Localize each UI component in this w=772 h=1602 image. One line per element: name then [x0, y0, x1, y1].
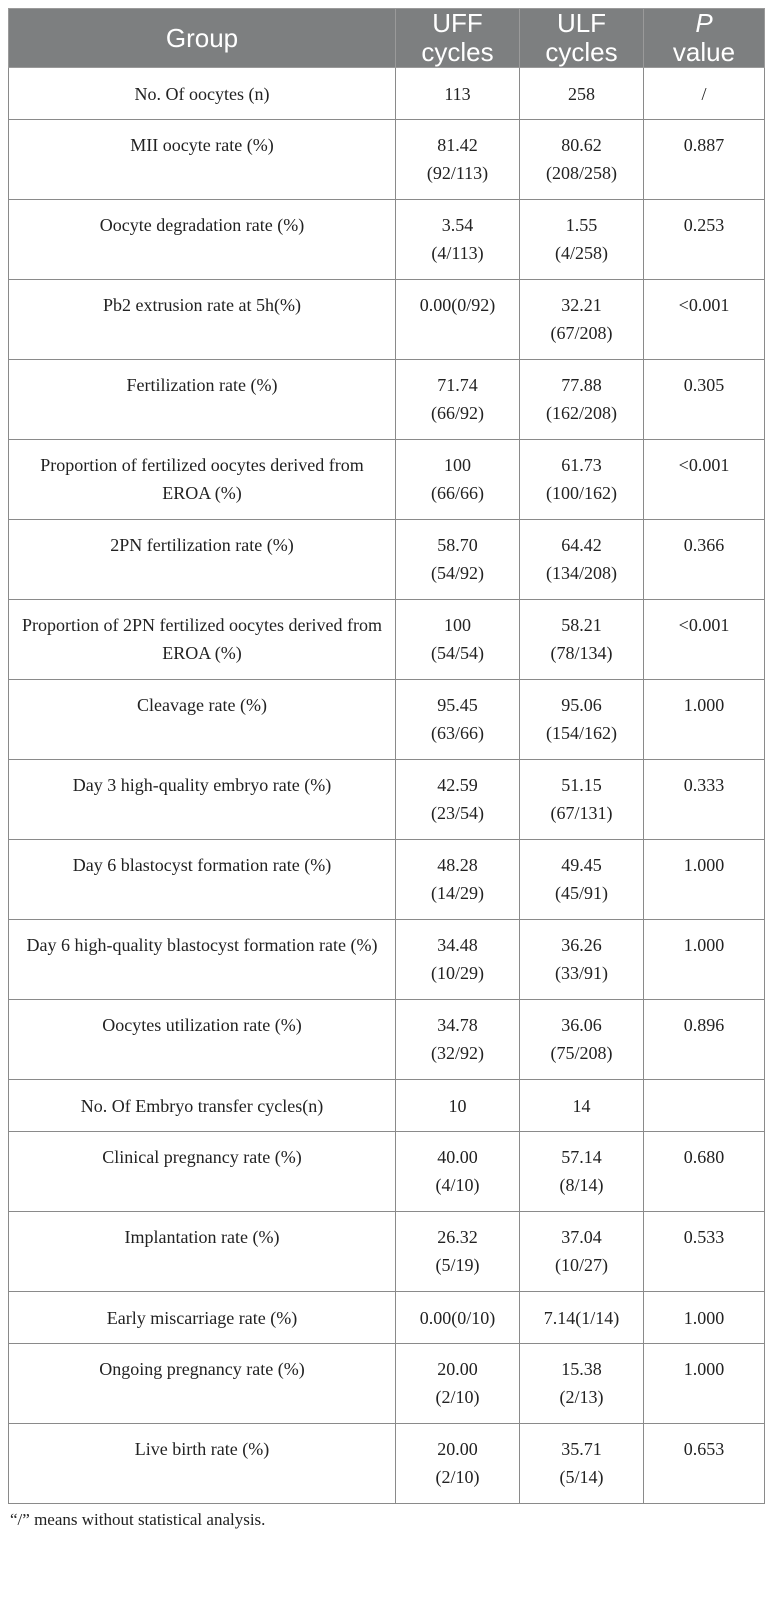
cell-ulf-line: (45/91) [555, 883, 608, 903]
table-footnote: “/” means without statistical analysis. [10, 1510, 266, 1529]
row-label: Clinical pregnancy rate (%) [9, 1132, 396, 1212]
cell-ulf-line: (33/91) [555, 963, 608, 983]
cell-ulf [520, 1080, 644, 1132]
cell-uff-line: (4/10) [435, 1175, 480, 1195]
cell-ulf-line: 36.26 [561, 935, 602, 955]
cell-ulf-line: 7.14(1/14) [543, 1307, 620, 1328]
cell-uff [396, 1292, 520, 1344]
cell-uff-line: (4/113) [431, 243, 484, 263]
cell-ulf-line: (67/131) [550, 803, 613, 823]
cell-uff-line: 58.70 [437, 535, 478, 555]
cell-uff-line: (10/29) [431, 963, 484, 983]
row-label: Day 6 blastocyst formation rate (%) [9, 840, 396, 920]
cell-uff-line: 10 [448, 1095, 467, 1116]
cell-ulf [520, 120, 644, 200]
cell-uff-line: (5/19) [435, 1255, 480, 1275]
table-row [9, 600, 765, 680]
cell-uff-line: (2/10) [435, 1387, 480, 1407]
table-row [9, 920, 765, 1000]
cell-uff-line: 0.00(0/92) [419, 295, 496, 315]
cell-uff [396, 520, 520, 600]
header-p-value: P value [644, 9, 765, 68]
cell-ulf-line: 80.62 [561, 135, 602, 155]
cell-uff-line: (66/66) [431, 483, 484, 503]
cell-ulf-line: 37.04 [561, 1227, 602, 1247]
cell-ulf-line: (75/208) [550, 1043, 613, 1063]
cell-uff [396, 1132, 520, 1212]
cell-ulf-line: 258 [568, 83, 595, 104]
cell-ulf [520, 1424, 644, 1504]
row-label: Early miscarriage rate (%) [9, 1292, 396, 1344]
cell-ulf-line: (5/14) [559, 1467, 604, 1487]
row-label: Oocytes utilization rate (%) [9, 1000, 396, 1080]
cell-ulf [520, 1000, 644, 1080]
cell-ulf-line: 77.88 [561, 375, 602, 395]
header-uff-cycles: UFF cycles [396, 9, 520, 68]
cell-uff-line: 42.59 [437, 775, 478, 795]
cell-ulf-line: (100/162) [546, 483, 617, 503]
cell-ulf-line: (8/14) [559, 1175, 604, 1195]
table-row [9, 200, 765, 280]
cell-uff-line: 40.00 [437, 1147, 478, 1167]
row-label: Oocyte degradation rate (%) [9, 200, 396, 280]
cell-p-value: 1.000 [644, 680, 765, 760]
cell-uff-line: 20.00 [437, 1439, 478, 1459]
cell-p-value: 0.887 [644, 120, 765, 200]
row-label: Fertilization rate (%) [9, 360, 396, 440]
cell-p-value: / [644, 68, 765, 120]
table-row [9, 68, 765, 120]
table-body [9, 68, 765, 1504]
row-label: Proportion of fertilized oocytes derived from EROA (%) [9, 440, 396, 520]
header-ulf-cycles: ULF cycles [520, 9, 644, 68]
cell-ulf-line: (10/27) [555, 1255, 608, 1275]
cell-ulf-line: 1.55 [565, 215, 598, 235]
cell-ulf-line: (208/258) [546, 163, 617, 183]
cell-uff-line: (54/54) [431, 643, 484, 663]
cell-uff [396, 920, 520, 1000]
header-group: Group [9, 9, 396, 68]
row-label: MII oocyte rate (%) [9, 120, 396, 200]
cell-p-value: 1.000 [644, 1344, 765, 1424]
cell-uff-line: (14/29) [431, 883, 484, 903]
cell-uff-line: (92/113) [426, 163, 489, 183]
cell-uff [396, 760, 520, 840]
table-row [9, 360, 765, 440]
cell-ulf-line: 58.21 [561, 615, 602, 635]
cell-ulf [520, 920, 644, 1000]
table-row [9, 1424, 765, 1504]
cell-uff-line: 113 [444, 83, 471, 104]
table-row [9, 1344, 765, 1424]
cell-p-value: 0.533 [644, 1212, 765, 1292]
cell-ulf-line: (67/208) [550, 323, 613, 343]
cell-p-value: 0.680 [644, 1132, 765, 1212]
table-header [9, 9, 765, 68]
cell-ulf [520, 600, 644, 680]
cell-ulf [520, 1344, 644, 1424]
row-label: No. Of Embryo transfer cycles(n) [9, 1080, 396, 1132]
cell-uff [396, 1424, 520, 1504]
cell-uff [396, 1212, 520, 1292]
cell-uff-line: 34.78 [437, 1015, 478, 1035]
cell-ulf [520, 680, 644, 760]
cell-ulf [520, 1132, 644, 1212]
row-label: Implantation rate (%) [9, 1212, 396, 1292]
cell-uff-line: 48.28 [437, 855, 478, 875]
cell-uff [396, 1000, 520, 1080]
row-label: Proportion of 2PN fertilized oocytes derived from EROA (%) [9, 600, 396, 680]
cell-p-value: 1.000 [644, 1292, 765, 1344]
cell-ulf-line: (2/13) [559, 1387, 604, 1407]
cell-uff [396, 1080, 520, 1132]
cell-uff-line: (2/10) [435, 1467, 480, 1487]
cell-uff-line: 20.00 [437, 1359, 478, 1379]
table-row [9, 120, 765, 200]
cell-ulf-line: 15.38 [561, 1359, 602, 1379]
row-label: Day 3 high-quality embryo rate (%) [9, 760, 396, 840]
cell-uff-line: 0.00(0/10) [419, 1307, 496, 1328]
table-row [9, 280, 765, 360]
cell-ulf [520, 440, 644, 520]
cell-uff-line: 3.54 [441, 215, 474, 235]
table-row [9, 1080, 765, 1132]
results-table [8, 8, 765, 1504]
cell-ulf-line: 49.45 [561, 855, 602, 875]
table-row [9, 440, 765, 520]
cell-uff [396, 600, 520, 680]
table-row [9, 1212, 765, 1292]
row-label: Day 6 high-quality blastocyst formation rate (%) [9, 920, 396, 1000]
table-row [9, 1000, 765, 1080]
cell-uff-line: (32/92) [431, 1043, 484, 1063]
cell-uff-line: 100 [444, 455, 471, 475]
cell-ulf [520, 1292, 644, 1344]
cell-uff [396, 280, 520, 360]
cell-p-value: 0.653 [644, 1424, 765, 1504]
cell-ulf-line: (134/208) [546, 563, 617, 583]
cell-ulf [520, 760, 644, 840]
cell-ulf-line: (162/208) [546, 403, 617, 423]
cell-uff [396, 840, 520, 920]
cell-uff-line: 71.74 [437, 375, 478, 395]
cell-uff [396, 360, 520, 440]
cell-ulf [520, 68, 644, 120]
cell-p-value: 0.253 [644, 200, 765, 280]
cell-p-value: <0.001 [644, 280, 765, 360]
cell-p-value: 0.366 [644, 520, 765, 600]
cell-uff-line: (66/92) [431, 403, 484, 423]
cell-p-value: <0.001 [644, 600, 765, 680]
cell-ulf-line: (4/258) [555, 243, 608, 263]
cell-uff [396, 440, 520, 520]
cell-p-value: 1.000 [644, 920, 765, 1000]
cell-ulf [520, 840, 644, 920]
cell-ulf [520, 280, 644, 360]
cell-uff [396, 200, 520, 280]
cell-p-value: 0.333 [644, 760, 765, 840]
cell-uff-line: 26.32 [437, 1227, 478, 1247]
cell-p-value: 0.896 [644, 1000, 765, 1080]
cell-uff [396, 680, 520, 760]
cell-uff [396, 120, 520, 200]
cell-ulf [520, 1212, 644, 1292]
cell-p-value [644, 1080, 765, 1132]
row-label: 2PN fertilization rate (%) [9, 520, 396, 600]
table-row [9, 840, 765, 920]
cell-ulf [520, 520, 644, 600]
table-row [9, 760, 765, 840]
row-label: Pb2 extrusion rate at 5h(%) [9, 280, 396, 360]
cell-ulf [520, 360, 644, 440]
cell-ulf-line: 51.15 [561, 775, 602, 795]
cell-p-value: 0.305 [644, 360, 765, 440]
cell-ulf-line: 32.21 [561, 295, 602, 315]
cell-ulf-line: 36.06 [561, 1015, 602, 1035]
table-row [9, 680, 765, 760]
table-row [9, 1292, 765, 1344]
cell-ulf-line: 57.14 [561, 1147, 602, 1167]
cell-ulf-line: 35.71 [561, 1439, 602, 1459]
cell-ulf-line: 61.73 [561, 455, 602, 475]
cell-ulf-line: 14 [572, 1095, 591, 1116]
cell-ulf [520, 200, 644, 280]
cell-uff-line: 34.48 [437, 935, 478, 955]
results-table-container [8, 8, 764, 1530]
cell-ulf-line: (78/134) [550, 643, 613, 663]
cell-uff-line: 81.42 [437, 135, 478, 155]
table-row [9, 1132, 765, 1212]
row-label: Live birth rate (%) [9, 1424, 396, 1504]
cell-uff-line: (23/54) [431, 803, 484, 823]
cell-uff-line: 95.45 [437, 695, 478, 715]
row-label: Ongoing pregnancy rate (%) [9, 1344, 396, 1424]
row-label: Cleavage rate (%) [9, 680, 396, 760]
cell-ulf-line: (154/162) [546, 723, 617, 743]
cell-uff [396, 1344, 520, 1424]
row-label: No. Of oocytes (n) [9, 68, 396, 120]
cell-p-value: <0.001 [644, 440, 765, 520]
cell-uff-line: (63/66) [431, 723, 484, 743]
cell-ulf-line: 95.06 [561, 695, 602, 715]
cell-p-value: 1.000 [644, 840, 765, 920]
cell-uff [396, 68, 520, 120]
cell-uff-line: (54/92) [431, 563, 484, 583]
table-row [9, 520, 765, 600]
cell-uff-line: 100 [444, 615, 471, 635]
cell-ulf-line: 64.42 [561, 535, 602, 555]
